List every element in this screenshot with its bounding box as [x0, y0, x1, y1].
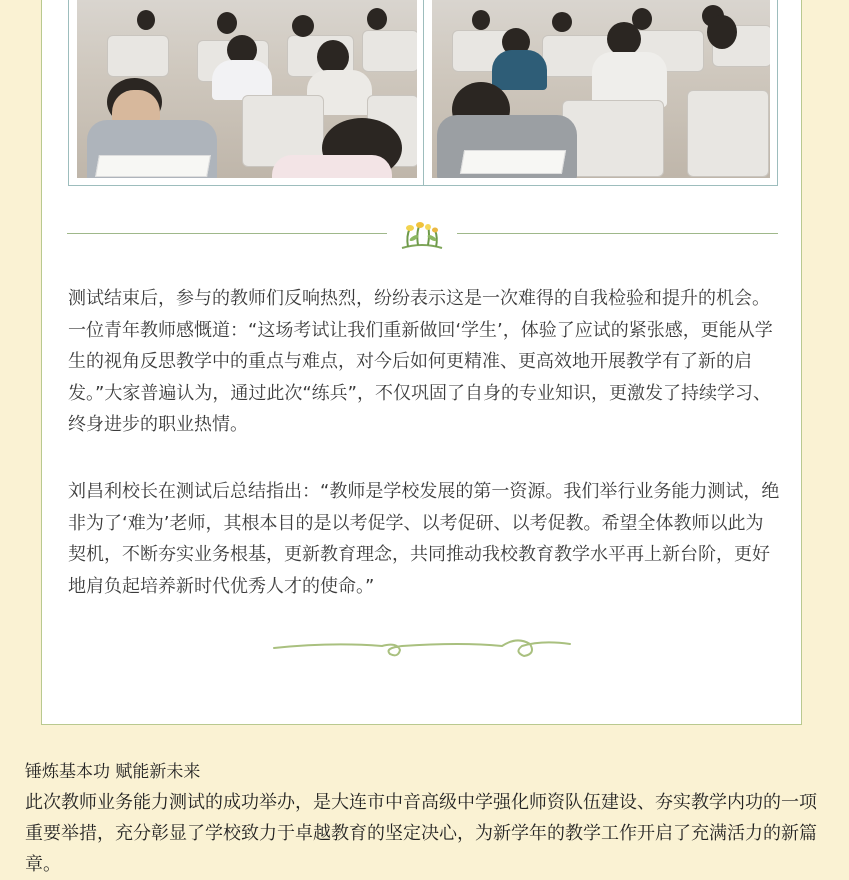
flower-sprig-icon	[398, 220, 446, 252]
exam-photo-right	[432, 0, 770, 178]
photo-separator	[423, 0, 424, 186]
article-paragraph-1: 测试结束后，参与的教师们反响热烈，纷纷表示这是一次难得的自我检验和提升的机会。一位青年教师感慨道：“这场考试让我们重新做回‘学生’，体验了应试的紧张感，更能从学生的视角反思教学中的重点与难点，对今后如何更精准、更高效地开展教学有了新的启发。”大家普遍认为，通过此次“练兵”，不仅巩固了自身的专业知识，更激发了持续学习、终身进步的职业热情。	[68, 288, 773, 435]
footer-title: 锤炼基本功 赋能新未来	[25, 762, 201, 782]
article-card	[41, 0, 802, 725]
article-paragraph-2: 刘昌利校长在测试后总结指出：“教师是学校发展的第一资源。我们举行业务能力测试，绝非为了‘难为’老师，其根本目的是以考促学、以考促研、以考促教。希望全体教师以此为契机，不断夯实业务根基，更新教育理念，共同推动我校教育教学水平再上新台阶，更好地肩负起培养新时代优秀人才的使命。”	[68, 481, 780, 597]
swirl-line-icon	[272, 632, 572, 662]
divider-right	[457, 233, 778, 234]
exam-photo-left	[77, 0, 417, 178]
divider-left	[67, 233, 387, 234]
footer-body: 此次教师业务能力测试的成功举办，是大连市中音高级中学强化师资队伍建设、夯实教学内功的一项重要举措，充分彰显了学校致力于卓越教育的坚定决心，为新学年的教学工作开启了充满活力的新篇章。	[25, 792, 817, 875]
